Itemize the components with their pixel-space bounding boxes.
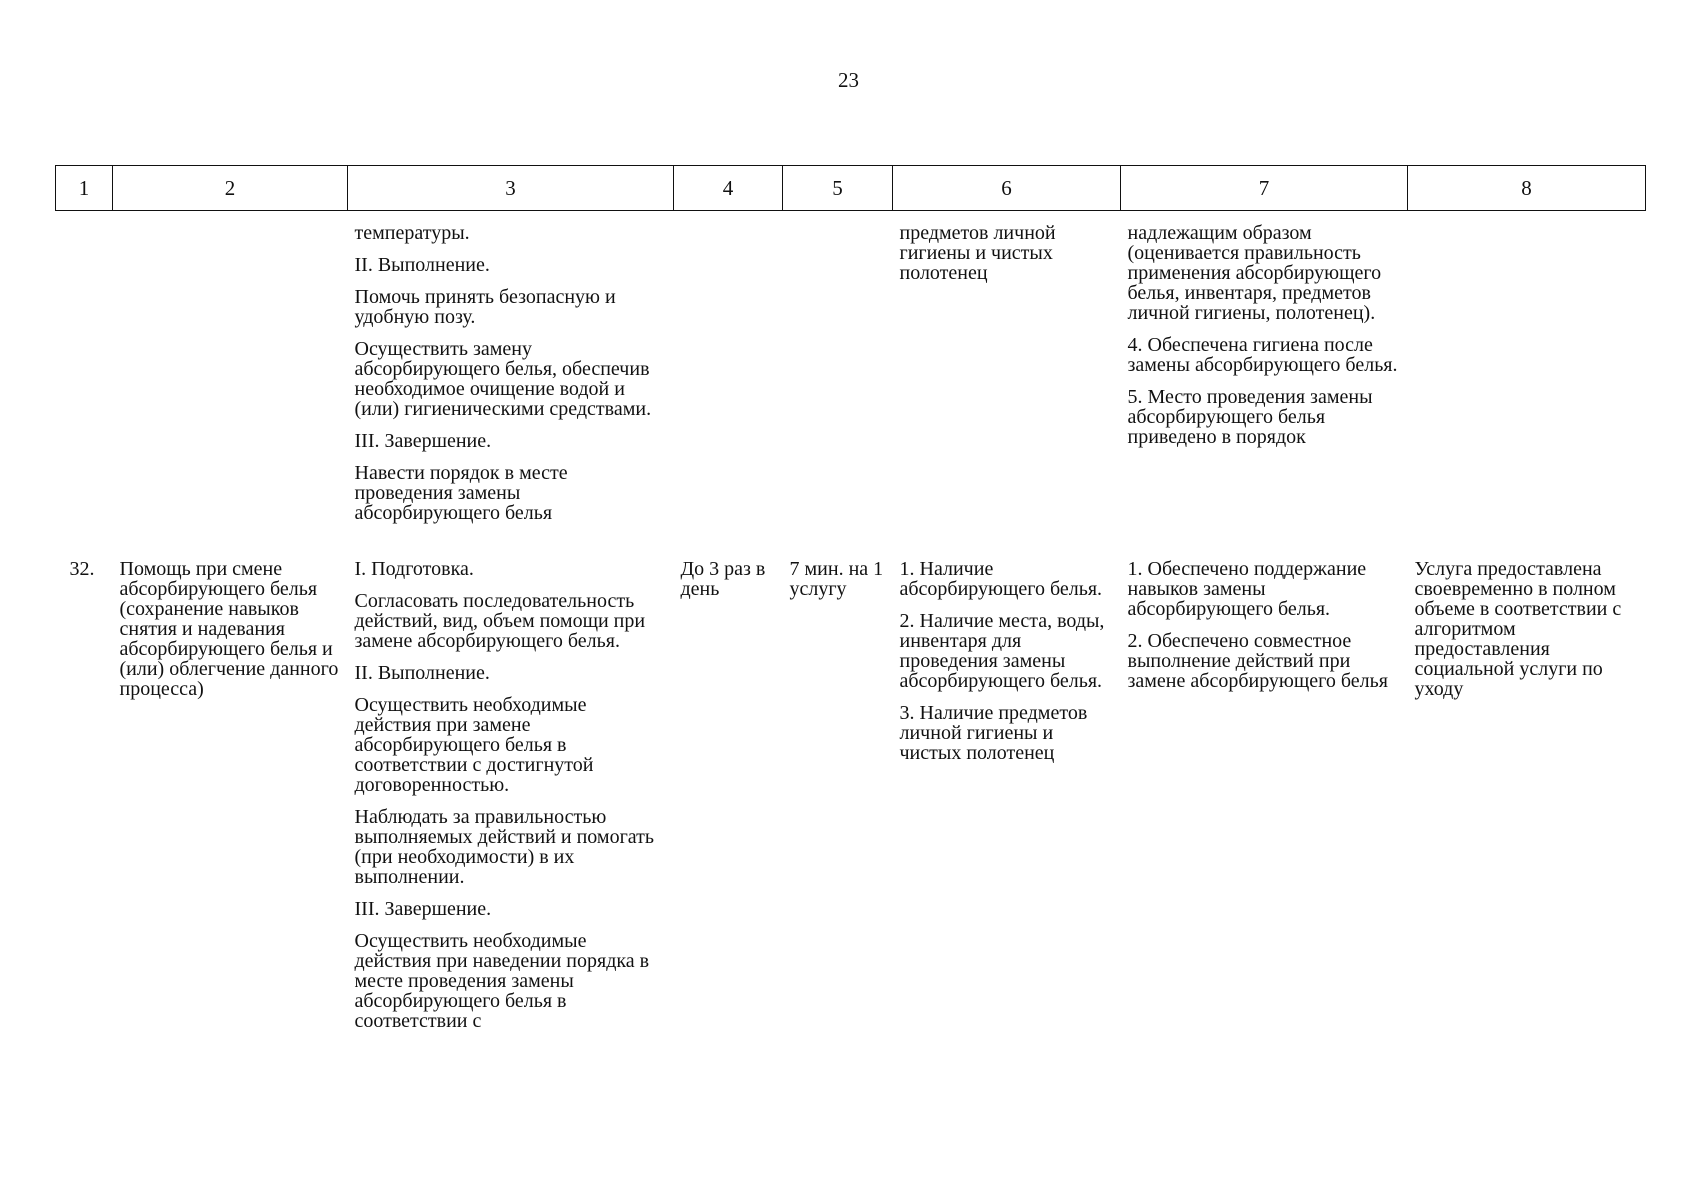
cell-quality-indicators (1121, 211, 1408, 524)
cell-service-name (113, 211, 348, 524)
cell-number: 32. (69, 558, 95, 580)
header-col-4: 4 (674, 166, 783, 211)
cell-conditions (893, 523, 1121, 1031)
procedure-paragraph: Наблюдать за правильностью выполняемых действий и помогать (при необходимости) в их выполнении. (354, 806, 655, 888)
cell-conditions (893, 211, 1121, 524)
header-col-6: 6 (893, 166, 1121, 211)
cell-procedure (348, 523, 674, 1031)
procedure-paragraph: Осуществить замену абсорбирующего белья, обеспечив необходимое очищение водой и (или) гигиеническими средствами. (354, 338, 652, 420)
column-number-header (56, 166, 1646, 211)
header-col-2: 2 (113, 166, 348, 211)
procedure-paragraph: I. Подготовка. (354, 558, 474, 580)
header-col-8: 8 (1408, 166, 1646, 211)
conditions-paragraph: 2. Наличие места, воды, инвентаря для проведения замены абсорбирующего белья. (899, 610, 1105, 692)
procedure-paragraph: II. Выполнение. (354, 254, 490, 276)
table-row-32 (56, 523, 1646, 1031)
page-number: 23 (838, 68, 859, 92)
table-row-continuation (56, 211, 1646, 524)
quality-paragraph: 5. Место проведения замены абсорбирующего белья приведено в порядок (1127, 386, 1373, 448)
procedure-paragraph: III. Завершение. (354, 898, 492, 920)
conditions-paragraph: 1. Наличие абсорбирующего белья. (899, 558, 1103, 600)
cell-frequency: До 3 раз в день (680, 558, 766, 600)
cell-service-name: Помощь при смене абсорбирующего белья (сохранение навыков снятия и надевания абсорбирующего белья и (или) облегчение данного процесса) (119, 558, 339, 700)
conditions-paragraph: 3. Наличие предметов личной гигиены и чистых полотенец (899, 702, 1088, 764)
quality-paragraph: надлежащим образом (оценивается правильность применения абсорбирующего белья, инвентаря, предметов личной гигиены, полотенец). (1127, 222, 1382, 324)
cell-evaluation: Услуга предоставлена своевременно в полном объеме в соответствии с алгоритмом предоставления социальной услуги по уходу (1414, 558, 1622, 700)
procedure-paragraph: III. Завершение. (354, 430, 492, 452)
cell-procedure (348, 211, 674, 524)
quality-paragraph: 2. Обеспечено совместное выполнение действий при замене абсорбирующего белья (1127, 630, 1388, 692)
cell-evaluation (1408, 211, 1646, 524)
procedure-paragraph: температуры. (354, 222, 470, 244)
procedure-paragraph: II. Выполнение. (354, 662, 490, 684)
procedure-paragraph: Помочь принять безопасную и удобную позу. (354, 286, 616, 328)
header-col-3: 3 (348, 166, 674, 211)
procedure-paragraph: Согласовать последовательность действий, вид, объем помощи при замене абсорбирующего белья. (354, 590, 646, 652)
quality-paragraph: 1. Обеспечено поддержание навыков замены абсорбирующего белья. (1127, 558, 1367, 620)
procedure-paragraph: Осуществить необходимые действия при замене абсорбирующего белья в соответствии с достигнутой договоренностью. (354, 694, 594, 796)
cell-duration: 7 мин. на 1 услугу (789, 558, 884, 600)
quality-paragraph: 4. Обеспечена гигиена после замены абсорбирующего белья. (1127, 334, 1398, 376)
conditions-paragraph: предметов личной гигиены и чистых полотенец (899, 222, 1056, 284)
header-col-7: 7 (1121, 166, 1408, 211)
cell-quality-indicators (1121, 523, 1408, 1031)
procedure-paragraph: Навести порядок в месте проведения замены абсорбирующего белья (354, 462, 568, 524)
services-table (55, 165, 1646, 1031)
header-col-1: 1 (56, 166, 113, 211)
cell-number (56, 211, 113, 524)
cell-duration (783, 211, 893, 524)
header-col-5: 5 (783, 166, 893, 211)
procedure-paragraph: Осуществить необходимые действия при наведении порядка в месте проведения замены абсорбирующего белья в соответствии с (354, 930, 650, 1032)
cell-frequency (674, 211, 783, 524)
